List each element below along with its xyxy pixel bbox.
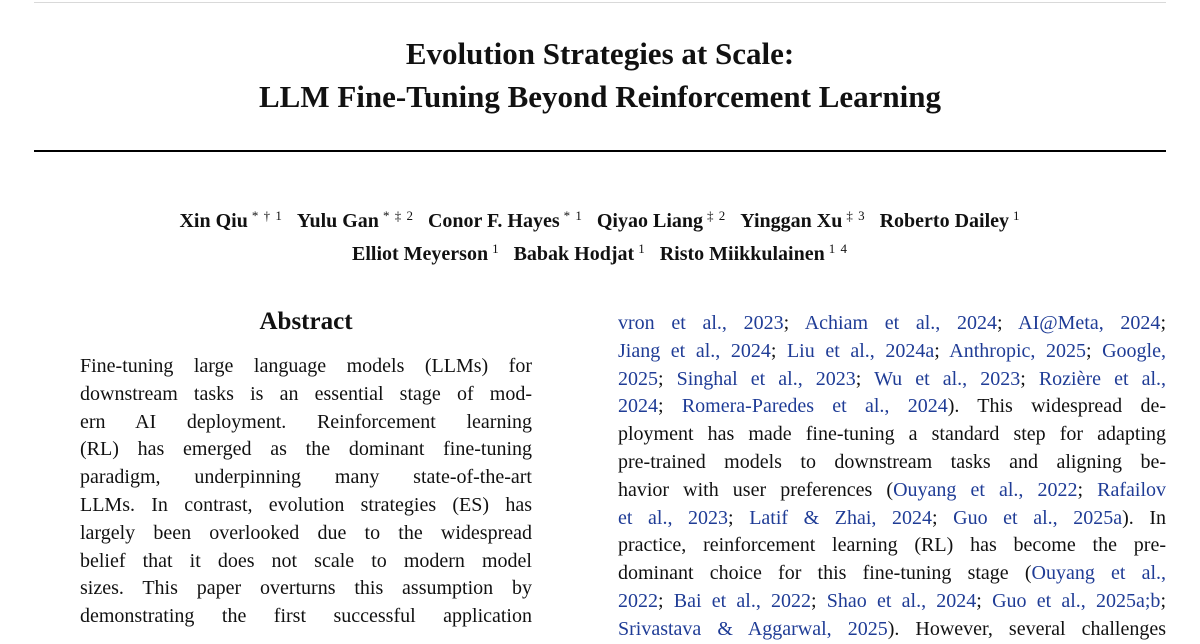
- citation-link[interactable]: Liu et al., 2024a: [786, 339, 935, 362]
- author-name: Conor F. Hayes: [427, 210, 560, 232]
- citation-link[interactable]: Google,: [1102, 339, 1166, 362]
- author-affiliation-marks: * † 1: [251, 208, 283, 223]
- author-list: [60, 202, 1140, 268]
- intro-text: ;: [1020, 367, 1039, 390]
- citation-link[interactable]: Shao et al., 2024: [826, 589, 977, 612]
- abstract-line: paradigm, underpinning many state-of-the-art: [80, 466, 532, 489]
- intro-text: ;: [658, 589, 674, 612]
- author-name: Babak Hodjat: [513, 243, 635, 265]
- author-name: Yinggan Xu: [740, 210, 843, 232]
- intro-line: [618, 588, 1166, 616]
- intro-text: ployment has made fine-tuning a standard step for adapting: [618, 423, 1166, 446]
- abstract-line: largely been overlooked due to the widespread: [80, 521, 532, 544]
- intro-text: ;: [1077, 478, 1098, 501]
- author: [740, 202, 865, 235]
- abstract-line: Fine-tuning large language models (LLMs) for: [80, 355, 532, 377]
- author-affiliation-marks: ‡ 2: [707, 208, 727, 223]
- intro-text: ;: [1160, 312, 1166, 334]
- abstract-body: [80, 353, 532, 631]
- citation-link[interactable]: Jiang et al., 2024: [618, 339, 771, 362]
- abstract-line: sizes. This paper overturns this assumption by: [80, 577, 532, 600]
- citation-link[interactable]: Rozière et al.,: [1038, 367, 1167, 390]
- title-line-2: LLM Fine-Tuning Beyond Reinforcement Learning: [258, 79, 942, 114]
- citation-link[interactable]: Wu et al., 2023: [874, 367, 1021, 390]
- abstract-line: belief that it does not scale to modern model: [80, 549, 532, 572]
- author-name: Elliot Meyerson: [352, 243, 489, 265]
- introduction-column: [618, 310, 1166, 644]
- intro-text: ;: [934, 339, 950, 362]
- intro-text: ;: [1085, 339, 1103, 362]
- abstract-line: downstream tasks is an essential stage of mod-: [80, 382, 532, 405]
- author-name: Risto Miikkulainen: [659, 243, 825, 265]
- author-affiliation-marks: 1: [638, 241, 646, 256]
- citation-link[interactable]: Ouyang et al.,: [1031, 562, 1166, 585]
- citation-link[interactable]: Ouyang et al., 2022: [893, 478, 1078, 501]
- intro-text: ;: [728, 506, 750, 529]
- intro-line: [618, 421, 1166, 449]
- author-name: Xin Qiu: [179, 210, 248, 232]
- abstract-line: LLMs. In contrast, evolution strategies (ES) has: [80, 493, 532, 516]
- intro-text: pre-trained models to downstream tasks and aligning be-: [618, 450, 1166, 473]
- author-affiliation-marks: 1: [1013, 208, 1021, 223]
- citation-link[interactable]: Guo et al., 2025a: [953, 506, 1123, 529]
- intro-line: [618, 505, 1166, 533]
- intro-text: ;: [770, 339, 787, 362]
- citation-link[interactable]: Singhal et al., 2023: [676, 367, 856, 390]
- citation-link[interactable]: Anthropic, 2025: [949, 339, 1086, 362]
- author: [428, 202, 583, 235]
- intro-line: [618, 366, 1166, 394]
- author: [352, 235, 500, 268]
- intro-text: ). In: [1122, 506, 1166, 529]
- author-name: Qiyao Liang: [596, 210, 704, 232]
- abstract-line: (RL) has emerged as the dominant fine-tuning: [80, 438, 532, 461]
- intro-line: [618, 310, 1166, 338]
- intro-text: ;: [932, 506, 954, 529]
- citation-link[interactable]: et al., 2023: [618, 506, 729, 529]
- author-name: Roberto Dailey: [879, 210, 1010, 232]
- citation-link[interactable]: AI@Meta, 2024: [1018, 312, 1161, 334]
- intro-text: ;: [811, 589, 827, 612]
- intro-text: ;: [1160, 589, 1166, 612]
- intro-line: [618, 449, 1166, 477]
- abstract-line: ern AI deployment. Reinforcement learning: [80, 410, 532, 433]
- author: [597, 202, 726, 235]
- top-rule: [34, 2, 1166, 3]
- author-affiliation-marks: * ‡ 2: [382, 208, 414, 223]
- title-line-1: Evolution Strategies at Scale:: [405, 36, 795, 71]
- citation-link[interactable]: 2025: [618, 367, 658, 390]
- abstract-line: demonstrating the first successful application: [80, 605, 532, 628]
- citation-link[interactable]: Srivastava & Aggarwal, 2025: [618, 617, 888, 640]
- intro-line: [618, 477, 1166, 505]
- citation-link[interactable]: Romera-Paredes et al., 2024: [681, 395, 948, 418]
- intro-text: ). This widespread de-: [947, 395, 1166, 418]
- intro-text: dominant choice for this fine-tuning stage (: [618, 562, 1032, 585]
- author-name: Yulu Gan: [296, 210, 379, 232]
- citation-link[interactable]: 2022: [618, 589, 658, 612]
- intro-text: ;: [855, 367, 875, 390]
- intro-text: ;: [996, 312, 1019, 334]
- intro-line: [618, 338, 1166, 366]
- author: [514, 235, 646, 268]
- citation-link[interactable]: Rafailov: [1097, 478, 1167, 501]
- citation-link[interactable]: Bai et al., 2022: [673, 589, 812, 612]
- intro-line: [618, 393, 1166, 421]
- author-affiliation-marks: ‡ 3: [846, 208, 866, 223]
- intro-line: [618, 560, 1166, 588]
- intro-text: ). However, several challenges: [887, 617, 1166, 640]
- author-affiliation-marks: 1 4: [828, 241, 848, 256]
- intro-line: [618, 532, 1166, 560]
- intro-text: ;: [783, 312, 805, 334]
- intro-text: ;: [976, 589, 993, 612]
- paper-title: [0, 32, 1200, 118]
- title-rule: [34, 150, 1166, 152]
- intro-text: ;: [658, 395, 682, 418]
- citation-link[interactable]: Guo et al., 2025a;b: [992, 589, 1161, 612]
- citation-link[interactable]: 2024: [618, 395, 658, 418]
- author: [880, 202, 1021, 235]
- intro-text: havior with user preferences (: [618, 478, 894, 501]
- intro-line: [618, 616, 1166, 644]
- citation-link[interactable]: Latif & Zhai, 2024: [749, 506, 933, 529]
- author-affiliation-marks: * 1: [563, 208, 583, 223]
- abstract-heading: Abstract: [259, 308, 353, 335]
- author: [179, 202, 282, 235]
- intro-text: ;: [658, 367, 677, 390]
- citation-link[interactable]: Achiam et al., 2024: [804, 312, 997, 334]
- author: [660, 235, 848, 268]
- intro-text: practice, reinforcement learning (RL) has become the pre-: [618, 534, 1166, 557]
- citation-link[interactable]: vron et al., 2023: [618, 312, 784, 334]
- author: [297, 202, 414, 235]
- author-affiliation-marks: 1: [492, 241, 500, 256]
